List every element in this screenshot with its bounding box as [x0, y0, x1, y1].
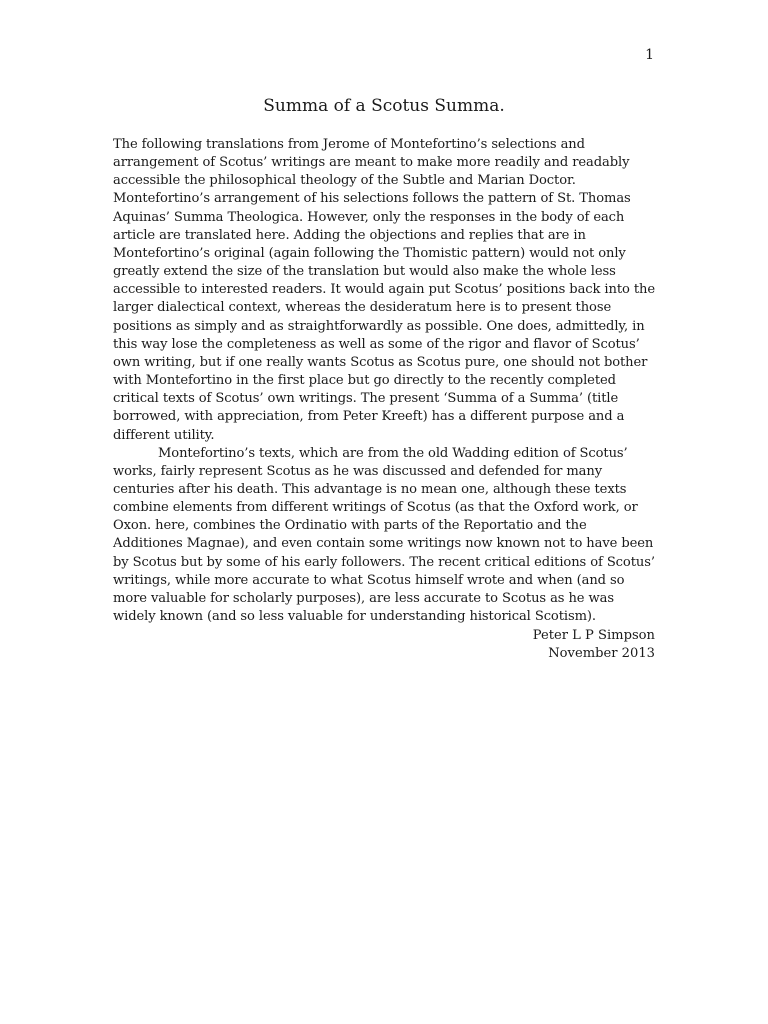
document-title: Summa of a Scotus Summa. [263, 96, 505, 116]
document-body [113, 136, 658, 626]
paragraph-1: The following translations from Jerome of Montefortino’s selections and arrangement of Scotus’ writings are meant to make more readily and readably accessible the philosophical theology of the Subtle and Marian Doctor. Montefortino’s arrangement of his selections follows the pattern of St. Thomas Aquinas’ Summa Theologica. However, only the responses in the body of each article are translated here. Adding the objections and replies that are in Montefortino’s original (again following the Thomistic pattern) would not only greatly extend the size of the translation but would also make the whole less accessible to interested readers. It would again put Scotus’ positions back into the larger dialectical context, whereas the desideratum here is to present those positions as simply and as straightforwardly as possible. One does, admittedly, in this way lose the completeness as well as some of the rigor and flavor of Scotus’ own writing, but if one really wants Scotus as Scotus pure, one should not bother with Montefortino in the first place but go directly to the recently completed critical texts of Scotus’ own writings. The present ‘Summa of a Summa’ (title borrowed, with appreciation, from Peter Kreeft) has a different purpose and a different utility. [113, 137, 655, 443]
signature-block [533, 627, 655, 663]
signature-date: November 2013 [548, 646, 655, 662]
paragraph-2: Montefortino’s texts, which are from the old Wadding edition of Scotus’ works, fairly represent Scotus as he was discussed and defended for many centuries after his death. This advantage is no mean one, although these texts combine elements from different writings of Scotus (as that the Oxford work, or Oxon. here, combines the Ordinatio with parts of the Reportatio and the Additiones Magnae), and even contain some writings now known not to have been by Scotus but by some of his early followers. The recent critical editions of Scotus’ writings, while more accurate to what Scotus himself wrote and when (and so more valuable for scholarly purposes), are less accurate to Scotus as he was widely known (and so less valuable for understanding historical Scotism). [113, 445, 655, 625]
page-number: 1 [645, 47, 654, 63]
author-name: Peter L P Simpson [532, 628, 655, 643]
